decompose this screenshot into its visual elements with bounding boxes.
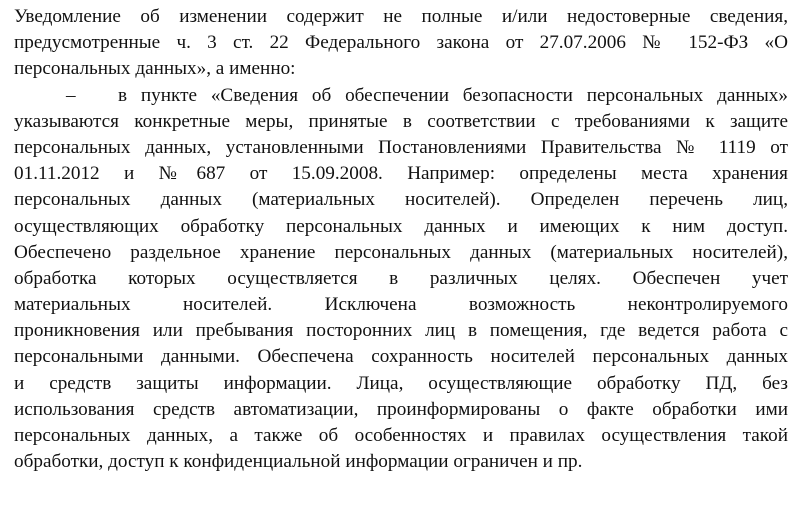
- body-line: осуществляющих обработку персональных данных и имеющих к ним доступ.: [14, 215, 788, 237]
- intro-line: Уведомление об изменении содержит не полные и/или недостоверные сведения,: [14, 6, 788, 27]
- body-line: проникновения или пребывания посторонних лиц в помещения, где ведется работа с: [14, 320, 788, 342]
- body-line: персональных данных, установленными Постановлениями Правительства № 1119 от: [14, 136, 788, 158]
- intro-line: предусмотренные ч. 3 ст. 22 Федерального закона от 27.07.2006 № 152-ФЗ «О: [14, 32, 788, 54]
- body-line: обработка которых осуществляется в различных целях. Обеспечен учет: [14, 267, 788, 289]
- body-line: и средств защиты информации. Лица, осуществляющие обработку ПД, без: [14, 372, 788, 394]
- bullet-item: [14, 83, 788, 109]
- body-line: персональных данных (материальных носителей). Определен перечень лиц,: [14, 189, 788, 211]
- body-line: Обеспечено раздельное хранение персональных данных (материальных носителей),: [14, 241, 788, 263]
- bullet-item-text: в пункте «Сведения об обеспечении безопасности персональных данных»: [118, 84, 788, 106]
- body-line: персональных данных, а также об особенностях и правилах осуществления такой: [14, 425, 788, 446]
- body-line: 01.11.2012 и №687 от 15.09.2008. Например: определены места хранения: [14, 163, 788, 185]
- document-body: [14, 4, 788, 475]
- body-line: использования средств автоматизации, проинформированы о факте обработки ими: [14, 398, 788, 420]
- intro-line: персональных данных», а именно:: [14, 58, 296, 80]
- body-line: указываются конкретные меры, принятые в соответствии с требованиями к защите: [14, 110, 788, 132]
- body-line: персональными данными. Обеспечена сохранность носителей персональных данных: [14, 346, 788, 368]
- dash-bullet-icon: –: [66, 84, 76, 106]
- body-line: материальных носителей. Исключена возможность неконтролируемого: [14, 294, 788, 316]
- body-line: обработки, доступ к конфиденциальной информации ограничен и пр.: [14, 451, 583, 473]
